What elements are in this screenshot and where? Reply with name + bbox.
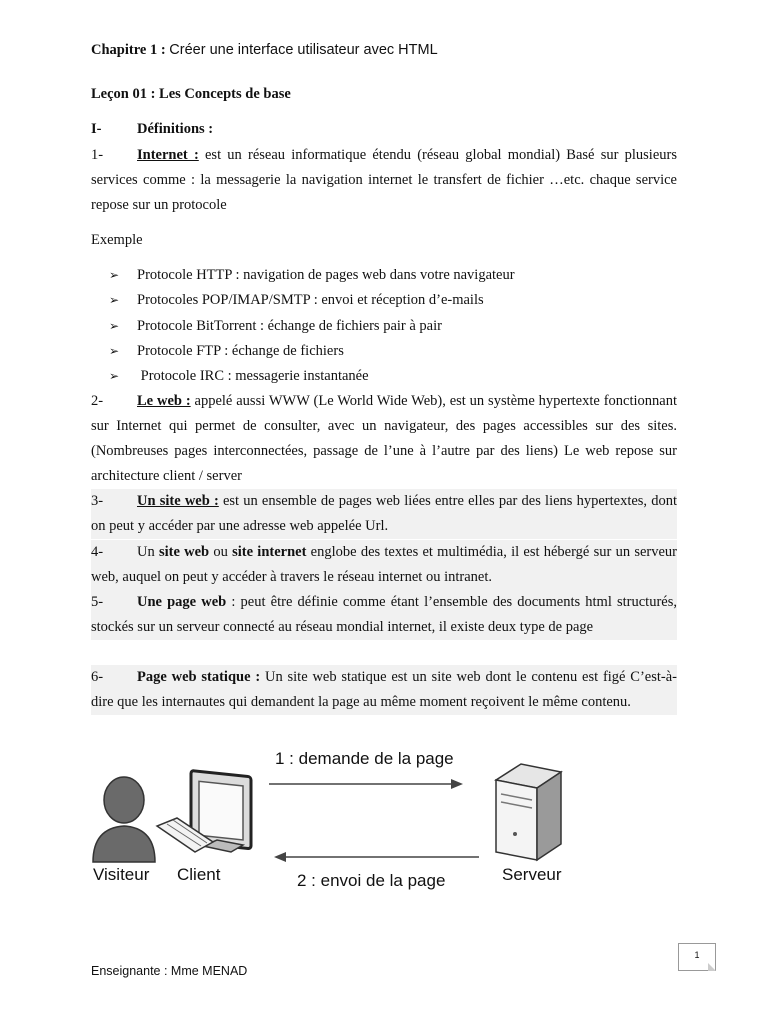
def-text: Un site web statique est un site web dont le contenu est figé C’est-à-dire que les internautes qui demandent la page au même moment reçoivent le même contenu.: [91, 669, 677, 710]
request-label: 1 : demande de la page: [275, 749, 454, 768]
list-item: ➢ Protocole BitTorrent : échange de fichiers pair à pair: [109, 314, 515, 339]
section-title: Définitions :: [137, 121, 214, 137]
def-term: Page web statique :: [137, 669, 261, 685]
def-text: : peut être définie comme étant l’ensemble des documents html structurés, stockés sur un serveur connecté au réseau mondial internet, il existe deux type de page: [91, 594, 677, 635]
client-server-diagram: [91, 742, 571, 892]
def-number: 5-: [91, 594, 104, 610]
response-label: 2 : envoi de la page: [297, 871, 446, 890]
def-text: englobe des textes et multimédia, il est hébergé sur un serveur web, auquel on peut y accéder à travers le réseau internet ou intranet.: [91, 544, 677, 585]
def-text: appelé aussi WWW (Le World Wide Web), est un système hypertexte fonctionnant sur Internet qui permet de consulter, avec un navigateur, des pages accessibles sur des sites. (Nombreuses pages interconnectées, passage de l’une à l’autre par des liens) Le web repose sur architecture client / server: [91, 393, 677, 484]
arrow-bullet-icon: ➢: [109, 268, 120, 282]
chapter-title: Créer une interface utilisateur avec HTML: [169, 42, 438, 58]
definition-site-web: [91, 489, 677, 539]
definition-web: [91, 389, 677, 489]
arrow-bullet-icon: ➢: [109, 293, 120, 308]
def-number: 2-: [91, 393, 104, 409]
section-heading: [91, 121, 677, 138]
client-computer-icon: [157, 771, 251, 852]
def-term: Le web :: [137, 393, 191, 409]
def-number: 4-: [91, 544, 104, 560]
def-number: 1-: [91, 147, 104, 163]
section-number: I-: [91, 121, 102, 137]
def-text: est un réseau informatique étendu (réseau global mondial) Basé sur plusieurs services comme : la messagerie la navigation internet le transfert de fichier …etc. chaque service repose sur un protocole: [91, 147, 677, 213]
def-term: Internet :: [137, 147, 199, 163]
response-arrowhead-icon: [274, 852, 286, 862]
example-label: Exemple: [91, 232, 143, 248]
arrow-bullet-icon: ➢: [109, 318, 120, 333]
def-text: est un ensemble de pages web liées entre elles par des liens hypertextes, dont on peut y accéder par une adresse web appelée Url.: [91, 493, 678, 534]
server-tower-icon: [496, 764, 561, 860]
request-arrowhead-icon: [451, 779, 463, 789]
server-label: Serveur: [502, 865, 562, 884]
definition-internet: [91, 143, 677, 218]
def-term: Une page web: [137, 594, 227, 610]
list-item: ➢ Protocole FTP : échange de fichiers: [109, 339, 515, 364]
list-item: ➢ Protocoles POP/IMAP/SMTP : envoi et réception d’e-mails: [109, 288, 515, 313]
def-number: 3-: [91, 493, 104, 509]
def-term: site internet: [232, 544, 307, 560]
chapter-heading: [91, 42, 438, 59]
client-label: Client: [177, 865, 221, 884]
def-term: site web: [158, 544, 210, 560]
definition-page-statique: [91, 665, 677, 715]
chapter-label: Chapitre 1 :: [91, 42, 166, 58]
definition-site-internet: 4- Un site web ou site internet englobe des textes et multimédia, il est hébergé sur un serveur web, auquel on peut y accéder à travers le réseau internet ou intranet.: [91, 540, 677, 590]
def-number: 6-: [91, 669, 104, 685]
list-item: ➢ Protocole IRC : messagerie instantanée: [109, 364, 515, 389]
visitor-label: Visiteur: [93, 865, 150, 884]
arrow-bullet-icon: ➢: [109, 369, 120, 384]
def-term: Un site web :: [137, 493, 219, 509]
definition-page-web: [91, 590, 677, 640]
arrow-bullet-icon: ➢: [109, 343, 120, 358]
list-item: ➢ Protocole HTTP : navigation de pages web dans votre navigateur: [109, 263, 515, 288]
visitor-person-icon: [93, 777, 155, 862]
protocol-list: [109, 263, 515, 389]
page-number: 1: [678, 943, 716, 971]
lesson-title: Leçon 01 : Les Concepts de base: [91, 86, 291, 102]
footer-teacher: Enseignante : Mme MENAD: [91, 964, 248, 978]
